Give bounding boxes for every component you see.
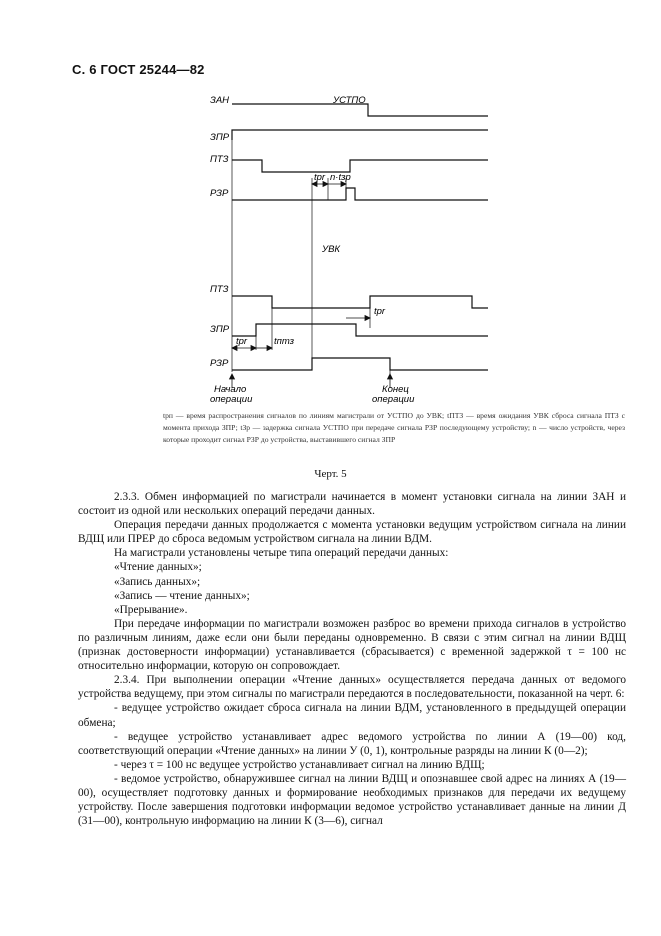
paragraph: 2.3.4. При выполнении операции «Чтение данных» осуществляется передача данных от ведомого устройства ведущему, при этом сигналы по магистрали передаются в последовательности, показанной на черт. 6: [78, 674, 626, 701]
marker-end-1: Конец [382, 384, 409, 395]
label-rzr: РЗР [210, 188, 229, 199]
waveform-ptz-bottom [232, 296, 488, 308]
label-ptz-top: ПТЗ [210, 154, 229, 165]
timing-diagram [0, 0, 661, 410]
figure-caption: tрп — время распространения сигналов по линиям магистрали от УСТПО до УВК; tПТЗ — время ожидания УВК сброса сигнала ПТЗ с момента прихода ЗПР; tЗр — задержка сигнала УСТПО при передаче сигнала РЗР последующему устройству; n — число устройств, через которые проходит сигнал РЗР до устройства, выставившего сигнал ЗПР [163, 411, 625, 444]
label-rzr-bottom: РЗР [210, 358, 229, 369]
label-uvk: УВК [322, 244, 341, 255]
marker-start-2: операции [210, 394, 253, 405]
label-zpr-bottom: ЗПР [210, 324, 230, 335]
body-text [78, 490, 626, 828]
waveform-zpr-top [232, 130, 488, 140]
marker-end-2: операции [372, 394, 415, 405]
paragraph: При передаче информации по магистрали возможен разброс во времени прихода сигналов в устройство по различным линиям, даже если они были переданы одновременно. В связи с этим сигнал на линии ВДЩ (признак достоверности информации) устанавливается (сбрасывается) с временной задержкой τ = 100 нс относительно информации, которую он сопровождает. [78, 617, 626, 673]
paragraph: Операция передачи данных продолжается с момента установки ведущим устройством сигнала на линии ВДЩ или ПРЕР до сброса ведомым устройством сигнала на линии ВДМ. [78, 519, 626, 546]
waveform-zpr-bottom [232, 324, 488, 336]
waveform-rzr [232, 188, 488, 200]
marker-start-1: Начало [214, 384, 247, 395]
paragraph: На магистрали установлены четыре типа операций передачи данных: [114, 547, 449, 560]
waveform-ptz-top [232, 160, 488, 172]
list-item: - ведомое устройство, обнаружившее сигнал на линии ВДЩ и опознавшее свой адрес на линиях А (19—00), осуществляет подготовку данных и формирование необходимых признаков для передачи их ведущему устройству. После завершения подготовки информации ведомое устройство устанавливает данные на линии Д (31—00), контрольную информацию на линии К (3—6), сигнал [78, 772, 626, 828]
label-tpr-b: tpr [374, 306, 386, 317]
label-zpr-top: ЗПР [210, 132, 230, 143]
list-item: «Прерывание». [114, 603, 188, 616]
label-zan: ЗАН [210, 95, 230, 106]
label-n-tzr: n·tзр [330, 172, 351, 183]
label-ptz-bottom: ПТЗ [210, 284, 229, 295]
label-ustpo: УСТПО [333, 95, 366, 106]
list-item: - через τ = 100 нс ведущее устройство устанавливает сигнал на линию ВДЩ; [114, 758, 485, 771]
list-item: - ведущее устройство устанавливает адрес ведомого устройства по линии А (19—00) код, соответствующий операции «Чтение данных» на линии У (0, 1), контрольные разряды на линии К (0—2); [78, 730, 626, 757]
list-item: - ведущее устройство ожидает сброса сигнала на линии ВДМ, установленного в предыдущей операции обмена; [78, 702, 626, 729]
list-item: «Запись — чтение данных»; [114, 589, 250, 602]
page-header: С. 6 ГОСТ 25244—82 [72, 62, 205, 77]
list-item: «Чтение данных»; [114, 561, 202, 574]
list-item: «Запись данных»; [114, 575, 201, 588]
label-tptz: tптз [274, 336, 295, 347]
waveform-rzr-bottom [232, 358, 488, 370]
figure-title: Черт. 5 [314, 468, 347, 480]
paragraph: 2.3.3. Обмен информацией по магистрали начинается в момент установки сигнала на линии ЗАН и состоит из одной или нескольких операций передачи данных. [78, 491, 626, 518]
label-tpr-a: tpr [314, 172, 326, 183]
label-tpr-c: tpr [236, 336, 248, 347]
